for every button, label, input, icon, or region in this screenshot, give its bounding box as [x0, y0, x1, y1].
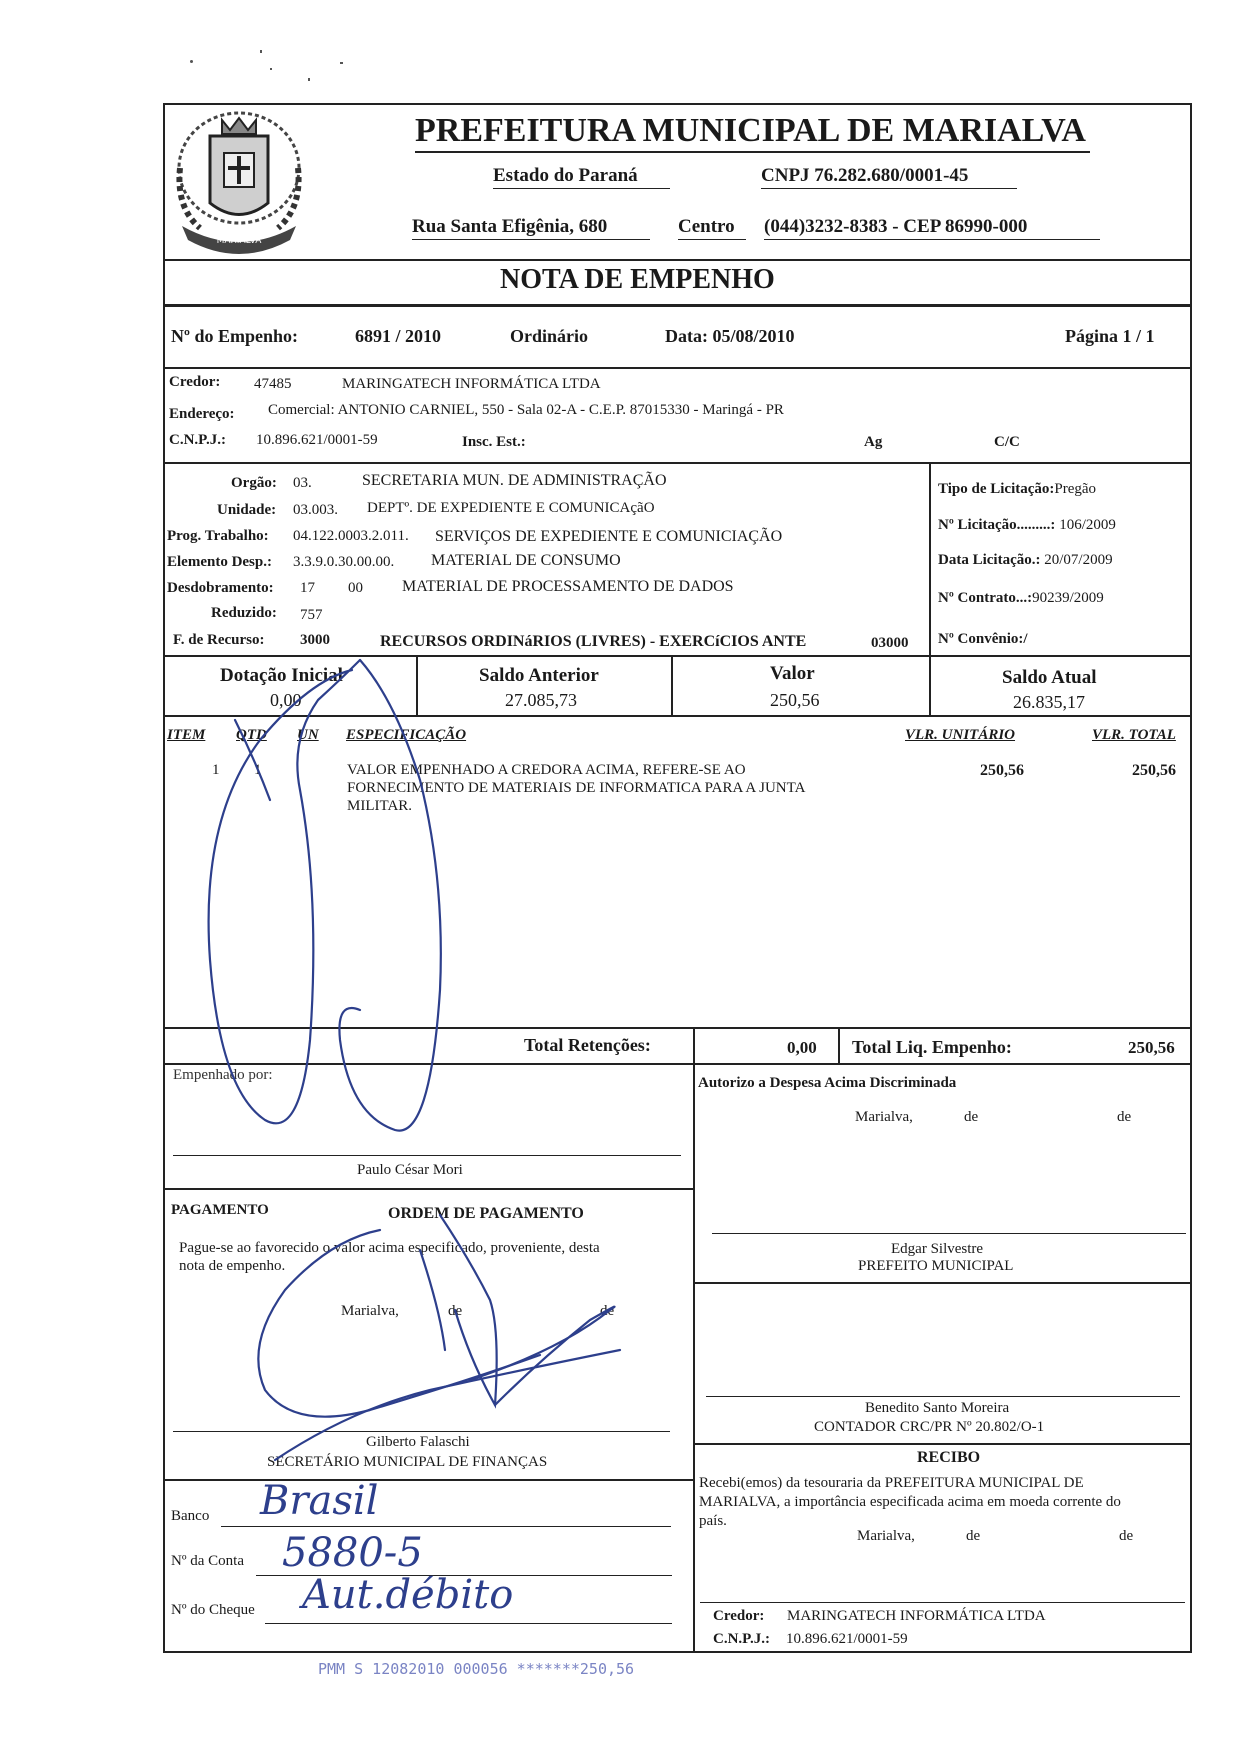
valor-value: 250,56 — [770, 690, 820, 710]
item-number: 1 — [212, 762, 220, 778]
col-item: ITEM — [167, 727, 206, 743]
contador-role: CONTADOR CRC/PR Nº 20.802/O-1 — [814, 1419, 1045, 1435]
empenho-type: Ordinário — [510, 326, 589, 346]
municipality-title: PREFEITURA MUNICIPAL DE MARIALVA — [415, 112, 1086, 149]
secretario-role: SECRETÁRIO MUNICIPAL DE FINANÇAS — [267, 1454, 548, 1470]
col-especificacao: ESPECIFICAÇÃO — [346, 727, 467, 743]
recibo-cnpj-label: C.N.P.J.: — [713, 1631, 770, 1647]
prefeito-name: Edgar Silvestre — [891, 1241, 984, 1257]
total-liq-label: Total Liq. Empenho: — [852, 1037, 1012, 1057]
recibo-credor-label: Credor: — [713, 1608, 765, 1624]
phone-cep: (044)3232-8383 - CEP 86990-000 — [764, 216, 1028, 237]
address-label: Endereço: — [169, 406, 235, 422]
orgao-name: SECRETARIA MUN. DE ADMINISTRAÇÃO — [362, 472, 667, 489]
num-licitacao-label: Nº Licitação.........: 106/2009 — [938, 517, 1116, 533]
recibo-place: Marialva, — [857, 1528, 915, 1544]
cnpj-label: C.N.P.J.: — [169, 432, 226, 448]
prog-name: SERVIÇOS DE EXPEDIENTE E COMUNICIAÇÃO — [435, 528, 783, 545]
ag-label: Ag — [864, 434, 883, 450]
item-total-value: 250,56 — [1132, 762, 1176, 779]
empenhado-por-label: Empenhado por: — [173, 1067, 273, 1083]
reduzido-code: 757 — [300, 607, 323, 623]
recibo-text-line1: Recebi(emos) da tesouraria da PREFEITURA MUNICIPAL DE — [699, 1475, 1084, 1491]
cheque-label: Nº do Cheque — [171, 1602, 255, 1618]
prog-label: Prog. Trabalho: — [167, 528, 269, 544]
recibo-de2: de — [1119, 1528, 1134, 1544]
pagamento-label: PAGAMENTO — [171, 1202, 269, 1218]
retencoes-label: Total Retenções: — [524, 1035, 651, 1055]
item-desc-line3: MILITAR. — [347, 798, 413, 814]
dotacao-value: 0,00 — [270, 690, 302, 710]
credor-code: 47485 — [254, 376, 292, 392]
autorizo-place: Marialva, — [855, 1109, 913, 1125]
dotacao-label: Dotação Inicial — [220, 665, 343, 686]
item-qtd: 1 — [254, 762, 262, 778]
empenho-number: 6891 / 2010 — [355, 326, 442, 346]
col-vlr-total: VLR. TOTAL — [1092, 727, 1176, 743]
autorizo-de2: de — [1117, 1109, 1132, 1125]
document-title: NOTA DE EMPENHO — [500, 264, 775, 295]
recibo-label: RECIBO — [917, 1449, 981, 1466]
contador-name: Benedito Santo Moreira — [865, 1400, 1010, 1416]
district: Centro — [678, 216, 735, 237]
unidade-name: DEPTº. DE EXPEDIENTE E COMUNICAçãO — [367, 500, 655, 516]
desdobramento-label: Desdobramento: — [167, 580, 274, 596]
conta-label: Nº da Conta — [171, 1553, 244, 1569]
item-desc-line2: FORNECIMENTO DE MATERIAIS DE INFORMATICA PARA A JUNTA — [347, 780, 806, 796]
orgao-code: 03. — [293, 475, 312, 491]
recibo-text-line3: país. — [699, 1513, 727, 1529]
saldo-atual-value: 26.835,17 — [1013, 692, 1085, 712]
credor-address: Comercial: ANTONIO CARNIEL, 550 - Sala 02-A - C.E.P. 87015330 - Maringá - PR — [268, 402, 784, 418]
saldo-atual-label: Saldo Atual — [1002, 667, 1097, 688]
empenho-date: Data: 05/08/2010 — [665, 326, 795, 346]
recurso-code2: 03000 — [871, 635, 909, 651]
autorizo-label: Autorizo a Despesa Acima Discriminada — [698, 1075, 957, 1091]
secretario-name: Gilberto Falaschi — [366, 1434, 470, 1450]
pagamento-de2: de — [600, 1303, 615, 1319]
cc-label: C/C — [994, 434, 1020, 450]
elemento-code: 3.3.9.0.30.00.00. — [293, 554, 395, 570]
recurso-name: RECURSOS ORDINáRIOS (LIVRES) - EXERCíCIOS ANTE — [380, 633, 807, 650]
desdobramento-code1: 17 — [300, 580, 315, 596]
valor-label: Valor — [770, 663, 815, 684]
svg-text:MARIALVA: MARIALVA — [216, 236, 262, 246]
credor-cnpj: 10.896.621/0001-59 — [256, 432, 378, 448]
autorizo-de1: de — [964, 1109, 979, 1125]
recibo-cnpj: 10.896.621/0001-59 — [786, 1631, 908, 1647]
conta-handwritten: 5880-5 — [282, 1530, 423, 1576]
data-licitacao-label: Data Licitação.: 20/07/2009 — [938, 552, 1113, 568]
prog-code: 04.122.0003.2.011. — [293, 528, 409, 544]
cheque-handwritten: Aut.débito — [302, 1572, 514, 1618]
insc-est-label: Insc. Est.: — [462, 434, 526, 450]
credor-name: MARINGATECH INFORMÁTICA LTDA — [342, 376, 601, 392]
saldo-anterior-label: Saldo Anterior — [479, 665, 599, 686]
banco-handwritten: Brasil — [260, 1478, 379, 1524]
empenhado-name: Paulo César Mori — [357, 1162, 463, 1178]
unidade-code: 03.003. — [293, 502, 338, 518]
col-vlr-unitario: VLR. UNITÁRIO — [905, 727, 1016, 743]
recibo-text-line2: MARIALVA, a importância especificada acima em moeda corrente do — [699, 1494, 1121, 1510]
col-qtd: QTD — [236, 727, 267, 743]
pagamento-text-line1: Pague-se ao favorecido o valor acima especificado, proveniente, desta — [179, 1240, 600, 1256]
printer-stamp: PMM S 12082010 000056 *******250,56 — [318, 1660, 635, 1678]
contrato-label: Nº Contrato...:90239/2009 — [938, 590, 1104, 606]
desdobramento-code2: 00 — [348, 580, 363, 596]
total-liq-value: 250,56 — [1128, 1038, 1175, 1057]
page-number: Página 1 / 1 — [1065, 326, 1155, 346]
empenho-number-label: Nº do Empenho: — [171, 326, 298, 346]
prefeito-role: PREFEITO MUNICIPAL — [858, 1258, 1014, 1274]
convenio-label: Nº Convênio:/ — [938, 631, 1028, 647]
ordem-pagamento-label: ORDEM DE PAGAMENTO — [388, 1205, 584, 1222]
recibo-de1: de — [966, 1528, 981, 1544]
recurso-label: F. de Recurso: — [173, 632, 265, 648]
state-name: Estado do Paraná — [493, 165, 638, 186]
pagamento-text-line2: nota de empenho. — [179, 1258, 286, 1274]
municipality-cnpj: CNPJ 76.282.680/0001-45 — [761, 165, 969, 186]
col-un: UN — [297, 727, 319, 743]
item-unit-value: 250,56 — [980, 762, 1024, 779]
item-desc-line1: VALOR EMPENHADO A CREDORA ACIMA, REFERE-SE AO — [347, 762, 746, 778]
unidade-label: Unidade: — [217, 502, 277, 518]
pagamento-place: Marialva, — [341, 1303, 399, 1319]
recibo-credor-name: MARINGATECH INFORMÁTICA LTDA — [787, 1608, 1046, 1624]
banco-label: Banco — [171, 1508, 210, 1524]
tipo-licitacao-label: Tipo de Licitação:Pregão — [938, 481, 1097, 497]
pagamento-de1: de — [448, 1303, 463, 1319]
street-address: Rua Santa Efigênia, 680 — [412, 216, 608, 237]
elemento-label: Elemento Desp.: — [167, 554, 272, 570]
orgao-label: Orgão: — [231, 475, 277, 491]
desdobramento-name: MATERIAL DE PROCESSAMENTO DE DADOS — [402, 578, 734, 595]
recurso-code: 3000 — [300, 632, 330, 648]
elemento-name: MATERIAL DE CONSUMO — [431, 552, 621, 569]
reduzido-label: Reduzido: — [211, 605, 277, 621]
credor-label: Credor: — [169, 374, 221, 390]
retencoes-value: 0,00 — [787, 1038, 817, 1057]
saldo-anterior-value: 27.085,73 — [505, 690, 577, 710]
